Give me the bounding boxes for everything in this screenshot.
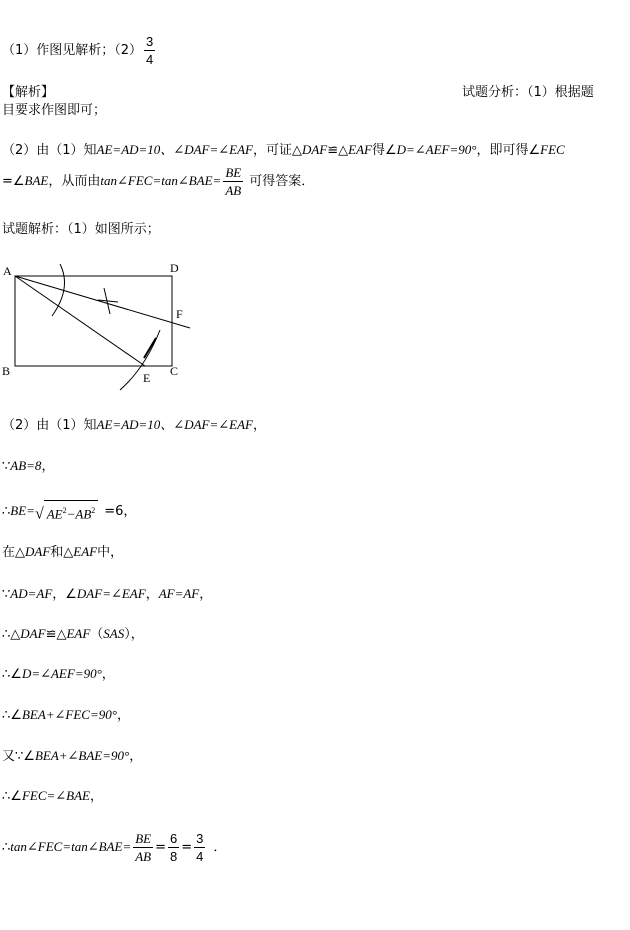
solution-step-8	[2, 665, 115, 684]
arc-through-E	[120, 330, 160, 390]
solution-step-7	[2, 625, 144, 644]
text: ，	[129, 749, 143, 764]
solution-step-9	[2, 706, 130, 725]
radicand-AE: AE	[46, 506, 63, 522]
math: BEA+∠FEC=90°	[21, 707, 117, 722]
square-root: √ $AE^2-AB^2$	[35, 500, 98, 523]
solution-step-2	[2, 416, 266, 435]
math: FEC	[540, 142, 565, 157]
arc-mark-E	[144, 338, 156, 358]
exponent: 2	[91, 506, 96, 515]
text: ，	[252, 418, 266, 433]
fraction-6-8	[168, 830, 179, 865]
text: ∴∠	[2, 667, 22, 682]
answer-prefix: （1）作图见解析；（2）	[2, 43, 143, 58]
text: （	[90, 627, 104, 642]
math: D=∠AEF=90°	[21, 666, 102, 681]
fraction-denominator: AB	[225, 183, 242, 198]
text: ∴	[2, 504, 11, 520]
text: 中，	[97, 545, 124, 560]
fraction	[223, 164, 243, 199]
text: ≌△	[45, 627, 67, 642]
fraction-BE-AB	[133, 830, 153, 865]
math: SAS	[103, 626, 125, 641]
math: FEC=∠BAE	[21, 788, 90, 803]
label-A: A	[3, 264, 12, 278]
analysis-part2-line2	[2, 164, 314, 199]
math: EAF	[66, 626, 91, 641]
text: （2）由（1）知	[2, 418, 97, 433]
fraction-denominator: 8	[170, 849, 178, 864]
equals: =	[155, 840, 167, 855]
math: DAF=∠EAF	[76, 586, 146, 601]
math: BE=	[10, 503, 35, 519]
math: BAE	[24, 173, 49, 188]
text: ∴△	[2, 627, 21, 642]
text: ∴∠	[2, 789, 22, 804]
analysis-continued: 目要求作图即可；	[2, 103, 107, 118]
solution-step-10	[2, 747, 142, 766]
text: 可得答案．	[249, 174, 315, 189]
text: ≌△	[327, 143, 349, 158]
solution-step-5	[2, 543, 123, 562]
fraction-numerator: 3	[196, 831, 204, 846]
math: EAF	[348, 142, 372, 157]
text: =∠	[2, 174, 25, 189]
label-C: C	[170, 364, 179, 378]
math: AF=AF	[158, 586, 200, 601]
analysis-part2-line1	[2, 141, 565, 160]
fraction-denominator: 4	[146, 52, 154, 67]
math: AE=AD=10、∠DAF=∠EAF	[96, 417, 253, 432]
math: DAF	[20, 626, 46, 641]
text: ，	[199, 587, 213, 602]
math: AD=AF	[10, 586, 53, 601]
text: ，可证△	[252, 143, 302, 158]
text: =6，	[104, 504, 137, 520]
text: ，	[41, 459, 55, 474]
segment-AE	[15, 276, 145, 366]
label-F: F	[176, 307, 183, 321]
text: ，	[101, 667, 115, 682]
analysis-prefix: 试题分析：（1）根据题	[462, 85, 594, 100]
answer-line	[2, 33, 157, 68]
answer-fraction	[144, 33, 155, 68]
text: ∵	[2, 459, 11, 474]
text: ∵	[2, 587, 11, 602]
fraction-numerator: 6	[170, 831, 178, 846]
text: 在△	[2, 545, 25, 560]
math: BEA+∠BAE=90°	[34, 748, 130, 763]
fraction-denominator: AB	[135, 849, 152, 864]
text: ∴∠	[2, 708, 22, 723]
text: 又∵∠	[2, 749, 35, 764]
solution-step-6	[2, 585, 212, 604]
ray-AF	[15, 276, 190, 328]
math: AB=8	[10, 458, 42, 473]
fraction-numerator: BE	[135, 831, 152, 846]
math: D=∠AEF=90°	[396, 142, 477, 157]
text: ∴	[2, 840, 11, 855]
exponent: 2	[62, 506, 67, 515]
text: ，	[116, 708, 130, 723]
fraction-3-4	[194, 830, 205, 865]
math: DAF	[301, 142, 328, 157]
solution-step-3	[2, 457, 54, 476]
text: ，	[89, 789, 103, 804]
text: ．	[213, 840, 227, 855]
text: 得∠	[371, 143, 397, 158]
text: ），	[124, 627, 144, 642]
solution-step-12	[2, 830, 226, 865]
jiexi-header: 【解析】	[2, 85, 55, 100]
text: 和△	[50, 545, 74, 560]
label-B: B	[2, 364, 11, 378]
fraction-numerator: BE	[225, 165, 242, 180]
label-D: D	[170, 261, 179, 275]
math: EAF	[73, 544, 98, 559]
text: （2）由（1）知	[2, 143, 97, 158]
solution-step-11	[2, 787, 103, 806]
math: tan∠FEC=tan∠BAE=	[100, 173, 222, 188]
equals: =	[181, 840, 193, 855]
geometry-figure	[0, 258, 200, 398]
text: ，从而由	[48, 174, 101, 189]
label-E: E	[143, 371, 151, 385]
fraction-denominator: 4	[196, 849, 204, 864]
math: tan∠FEC=tan∠BAE=	[10, 839, 132, 854]
text: ，即可得∠	[476, 143, 541, 158]
solution-intro: 试题解析：（1）如图所示；	[2, 222, 160, 237]
radicand-AB: −AB	[66, 506, 92, 522]
fraction-numerator: 3	[146, 34, 154, 49]
math: AE=AD=10、∠DAF=∠EAF	[96, 142, 253, 157]
math: DAF	[25, 544, 51, 559]
solution-step-4	[2, 500, 136, 523]
text: ，	[145, 587, 159, 602]
text: ，∠	[52, 587, 77, 602]
